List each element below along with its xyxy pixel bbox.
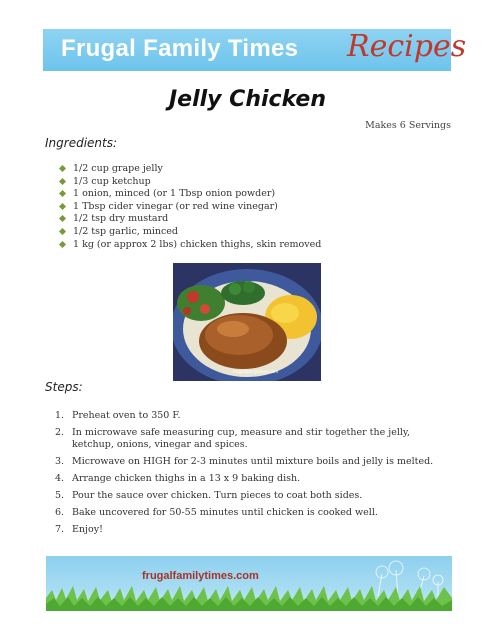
ingredient-text: 1 Tbsp cider vinegar (or red wine vinegar) xyxy=(73,200,278,212)
step-item xyxy=(52,427,452,451)
step-item xyxy=(52,490,452,502)
ingredient-item xyxy=(60,188,321,201)
ingredient-text: 1/2 tsp garlic, minced xyxy=(73,225,179,237)
diamond-bullet-icon xyxy=(59,241,66,248)
dandelion-grass-decoration xyxy=(46,556,452,611)
ingredient-item xyxy=(60,213,321,226)
step-item xyxy=(52,410,452,422)
servings-text: Makes 6 Servings xyxy=(365,120,451,131)
header-banner xyxy=(43,29,467,71)
step-number: 3. xyxy=(55,456,65,467)
diamond-bullet-icon xyxy=(59,190,66,197)
step-number: 4. xyxy=(55,473,65,484)
ingredients-heading: Ingredients: xyxy=(45,136,118,150)
recipes-label: Recipes xyxy=(347,29,467,64)
step-text: Microwave on HIGH for 2-3 minutes until mixture boils and jelly is melted. xyxy=(72,456,434,467)
diamond-bullet-icon xyxy=(59,215,66,222)
step-text: Pour the sauce over chicken. Turn pieces to coat both sides. xyxy=(72,490,363,501)
diamond-bullet-icon xyxy=(59,228,66,235)
plated-chicken-image xyxy=(173,263,321,381)
footer-banner xyxy=(46,556,452,611)
ingredient-text: 1 kg (or approx 2 lbs) chicken thighs, skin removed xyxy=(73,238,322,250)
step-item xyxy=(52,524,452,536)
ingredient-item xyxy=(60,163,321,176)
ingredient-item xyxy=(60,239,321,252)
step-text: Preheat oven to 350 F. xyxy=(72,410,181,421)
step-number: 6. xyxy=(55,507,65,518)
step-text: Enjoy! xyxy=(72,524,103,535)
steps-list xyxy=(52,410,452,541)
ingredients-list xyxy=(60,163,321,251)
steps-heading: Steps: xyxy=(45,380,83,394)
recipe-title: Jelly Chicken xyxy=(168,87,326,112)
ingredient-text: 1/2 cup grape jelly xyxy=(73,163,163,174)
diamond-bullet-icon xyxy=(59,165,66,172)
ingredient-item xyxy=(60,201,321,214)
step-text: Arrange chicken thighs in a 13 x 9 baking dish. xyxy=(72,473,301,484)
ingredient-text: 1/2 tsp dry mustard xyxy=(73,213,169,225)
step-number: 7. xyxy=(55,524,65,535)
ingredient-text: 1/3 cup ketchup xyxy=(73,175,151,187)
diamond-bullet-icon xyxy=(59,178,66,185)
footer-url: frugalfamilytimes.com xyxy=(142,570,259,582)
step-text: In microwave safe measuring cup, measure and stir together the jelly, ketchup, onions, vinegar and spices. xyxy=(72,427,411,450)
step-number: 1. xyxy=(55,410,65,421)
step-item xyxy=(52,507,452,519)
diamond-bullet-icon xyxy=(59,203,66,210)
ingredient-text: 1 onion, minced (or 1 Tbsp onion powder) xyxy=(73,188,276,200)
site-name: Frugal Family Times xyxy=(61,35,299,62)
ingredient-item xyxy=(60,176,321,189)
ingredient-item xyxy=(60,226,321,239)
step-number: 5. xyxy=(55,490,65,501)
step-item xyxy=(52,473,452,485)
step-text: Bake uncovered for 50-55 minutes until chicken is cooked well. xyxy=(72,507,378,518)
recipe-photo xyxy=(173,263,321,381)
photo-watermark: frugalfamilytimes.com xyxy=(233,369,278,374)
step-number: 2. xyxy=(55,427,65,438)
step-item xyxy=(52,456,452,468)
